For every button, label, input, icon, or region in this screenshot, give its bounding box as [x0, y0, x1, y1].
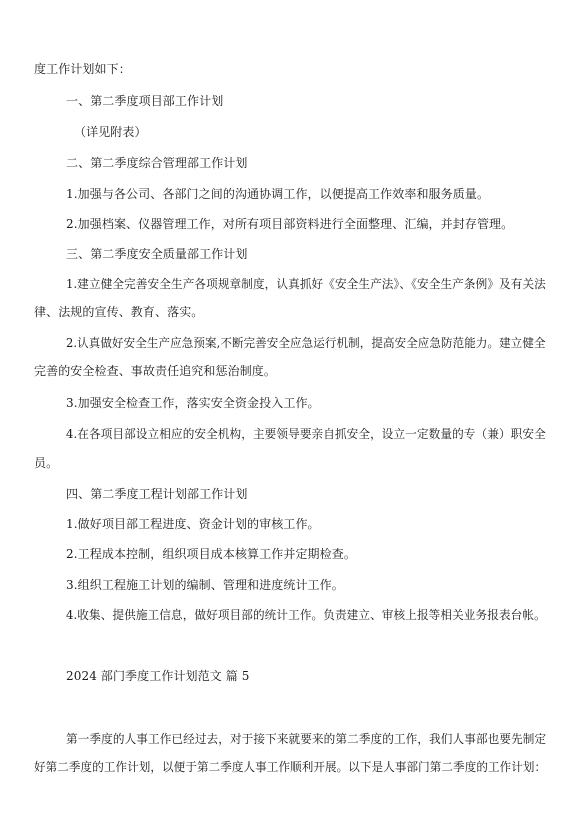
text-line-safety-4a: 4.在各项目部设立相应的安全机构，主要领导要亲自抓安全，设立一定数量的专（兼）职安全: [66, 427, 546, 441]
section-heading-safety-dept: 三、第二季度安全质量部工作计划: [66, 247, 248, 261]
article-title: 2024 部门季度工作计划范文 篇 5: [66, 669, 250, 683]
text-line-safety-2a: 2.认真做好安全生产应急预案,不断完善安全应急运行机制，提高安全应急防范能力。建立健全: [66, 336, 546, 350]
section-heading-admin-dept: 二、第二季度综合管理部工作计划: [66, 156, 248, 170]
text-line-engineering-1: 1.做好项目部工程进度、资金计划的审核工作。: [66, 517, 320, 531]
text-line-intro-a: 第一季度的人事工作已经过去，对于接下来就要来的第二季度的工作，我们人事部也要先制定: [66, 732, 547, 746]
text-line-safety-2b: 完善的安全检查、事故责任追究和惩治制度。: [34, 364, 277, 378]
text-line-admin-2: 2.加强档案、仪器管理工作，对所有项目部资料进行全面整理、汇编，并封存管理。: [66, 217, 514, 231]
section-heading-engineering-dept: 四、第二季度工程计划部工作计划: [66, 487, 248, 501]
section-heading-project-dept: 一、第二季度项目部工作计划: [66, 94, 224, 108]
text-line-safety-4b: 员。: [34, 456, 59, 470]
text-line-safety-1b: 律、法规的宣传、教育、落实。: [34, 305, 204, 319]
text-line-safety-1a: 1.建立健全完善安全生产各项规章制度，认真抓好《安全生产法》、《安全生产条例》及有关法: [66, 277, 546, 291]
text-line-intro-b: 好第二季度的工作计划，以便于第二季度人事工作顺利开展。以下是人事部门第二季度的工作计划：: [34, 760, 547, 774]
text-line-admin-1: 1.加强与各公司、各部门之间的沟通协调工作，以便提高工作效率和服务质量。: [66, 187, 490, 201]
text-line-engineering-2: 2.工程成本控制，组织项目成本核算工作并定期检查。: [66, 547, 356, 561]
text-line-engineering-4: 4.收集、提供施工信息，做好项目部的统计工作。负责建立、审核上报等相关业务报表台帐。: [66, 608, 546, 622]
text-line-engineering-3: 3.组织工程施工计划的编制、管理和进度统计工作。: [66, 578, 344, 592]
text-line-see-attachment: （详见附表）: [74, 125, 147, 139]
text-line-continuation: 度工作计划如下：: [34, 62, 131, 76]
text-line-safety-3: 3.加强安全检查工作，落实安全资金投入工作。: [66, 396, 320, 410]
